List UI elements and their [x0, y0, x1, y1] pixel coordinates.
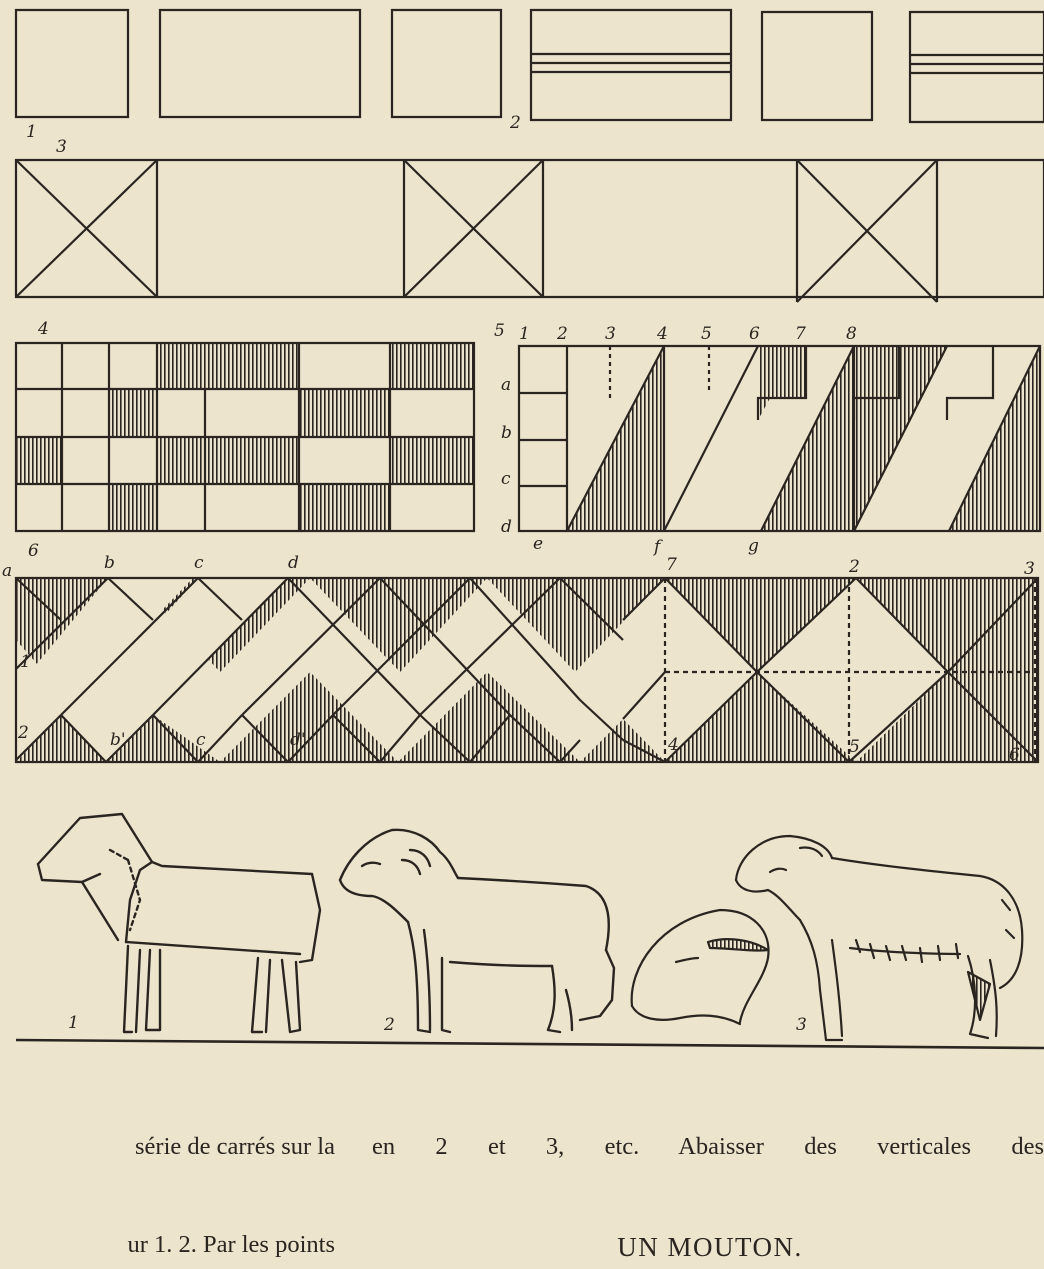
- sheep-1-number: 1: [68, 1013, 79, 1033]
- figure-3-crossed-band: [16, 160, 1044, 302]
- figure-6-top-labels: [2, 553, 299, 581]
- figure-7-number: 7: [666, 555, 677, 575]
- text-line: en 2 et 3, etc. Abaisser des verticales des: [372, 1133, 1044, 1160]
- figure-1-2-rectangles: [16, 10, 1044, 122]
- figure-5-number: 5: [494, 321, 505, 341]
- text-line: ur 1. 2. Par les points: [127, 1230, 335, 1258]
- fig5-side-label: c: [501, 469, 511, 489]
- section-heading: UN MOUTON.: [617, 1232, 803, 1262]
- figure-1-number: 1: [26, 122, 37, 142]
- fig7-top-label: 2: [849, 557, 860, 577]
- fig5-top-label: 6: [749, 324, 760, 344]
- fig5-side-label: d: [501, 517, 512, 537]
- fig5-top-label: 8: [846, 324, 857, 344]
- fig6-bottom-label: 2: [18, 723, 29, 743]
- figure-5-bottom-labels: [533, 534, 759, 557]
- figure-6-7-diamond-border: [16, 578, 1038, 762]
- fig6-bottom-label: b': [110, 730, 126, 750]
- fig7-bottom-label: 5: [849, 737, 860, 757]
- fig7-bottom-label: 6: [1009, 745, 1020, 765]
- fig5-top-label: 4: [657, 324, 668, 344]
- fig6-top-label: a: [2, 561, 13, 581]
- fig5-bottom-label: f: [654, 537, 661, 557]
- sheep-3-number: 3: [796, 1015, 807, 1035]
- ground-line: [16, 1040, 1044, 1048]
- figure-3-number: 3: [56, 137, 67, 157]
- body-text-right-column: [372, 1066, 1044, 1206]
- text-line: série de carrés sur la: [135, 1133, 335, 1160]
- fig6-left-label: 1: [20, 652, 31, 672]
- figure-5-slanted-border: [519, 346, 1040, 531]
- fig6-bottom-label: c: [196, 730, 206, 750]
- fig5-top-label: 5: [701, 324, 712, 344]
- fig6-bottom-label: d': [290, 730, 306, 750]
- figure-4-checker-grid: [16, 343, 474, 531]
- fig5-top-label: 2: [557, 324, 568, 344]
- fig6-top-label: d: [288, 553, 299, 573]
- fig5-side-label: a: [501, 375, 512, 395]
- fig6-top-label: c: [194, 553, 204, 573]
- fig5-bottom-label: g: [748, 536, 759, 556]
- figure-5-side-labels: [501, 375, 512, 537]
- figure-2-number: 2: [510, 113, 521, 133]
- sheep-sketch-2-outline: [340, 830, 614, 1032]
- figure-5-top-labels: [519, 324, 857, 344]
- fig6-top-label: b: [104, 553, 115, 573]
- fig5-top-label: 3: [605, 324, 616, 344]
- sheep-sketch-1-geometric: [38, 814, 320, 1032]
- fig5-side-label: b: [501, 423, 512, 443]
- figure-6-number: 6: [28, 541, 39, 561]
- fig5-top-label: 1: [519, 324, 530, 344]
- fig5-bottom-label: e: [533, 534, 544, 554]
- body-text-left-column: [0, 1066, 335, 1269]
- sheep-sketch-3-detailed: [632, 836, 1023, 1040]
- fig7-top-label: 3: [1024, 559, 1035, 579]
- fig5-top-label: 7: [795, 324, 806, 344]
- fig7-bottom-label: 4: [668, 735, 679, 755]
- figure-4-number: 4: [38, 319, 49, 339]
- sheep-2-number: 2: [384, 1015, 395, 1035]
